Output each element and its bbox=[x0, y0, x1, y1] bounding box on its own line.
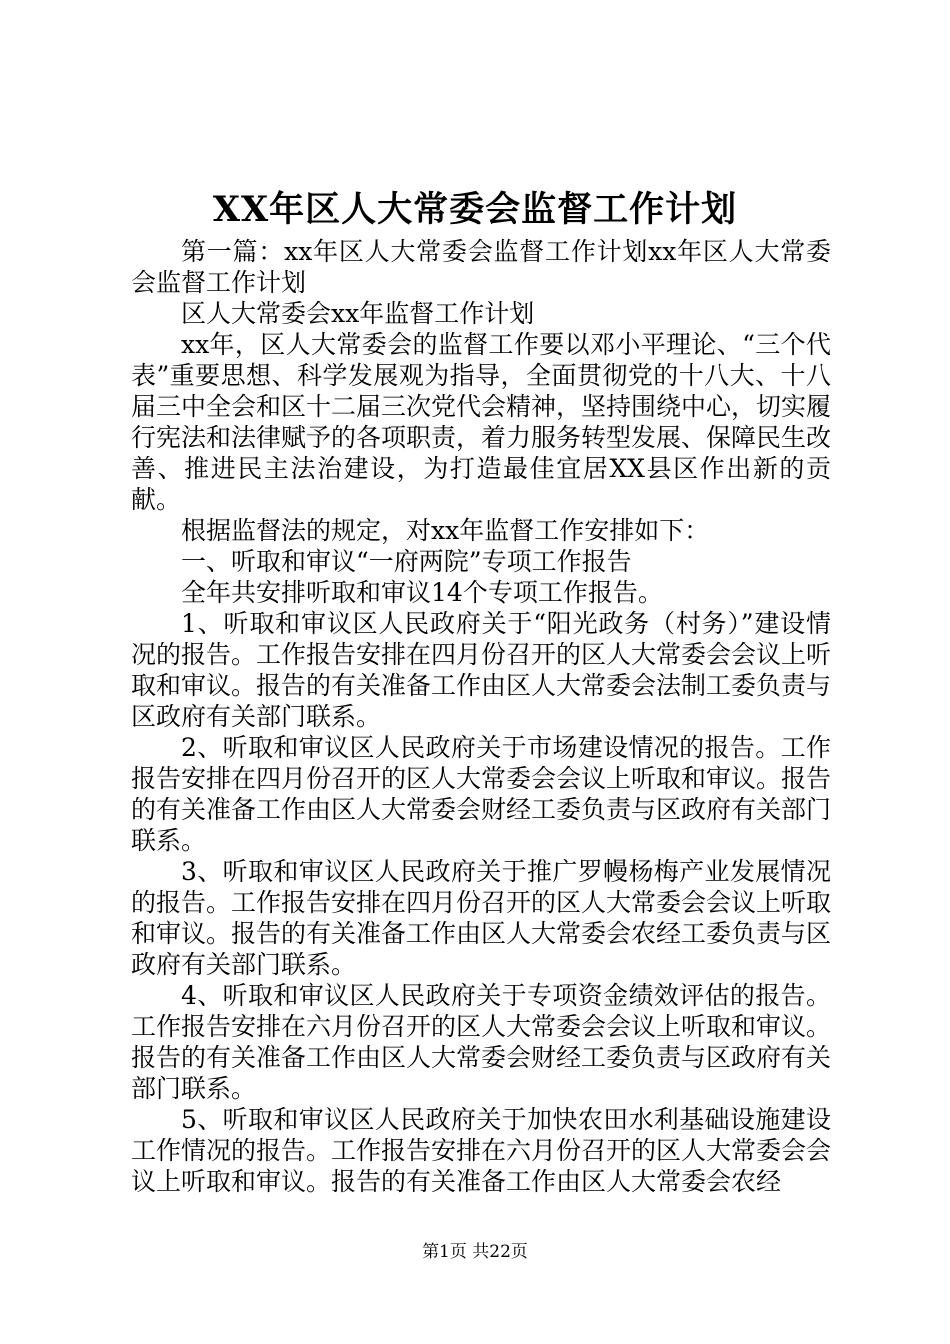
section-heading-special-reports: 一、听取和审议“一府两院”专项工作报告 bbox=[181, 547, 632, 576]
page-footer: 第1页 共22页 bbox=[422, 1242, 528, 1262]
paragraph-arrangement-intro: 根据监督法的规定，对xx年监督工作安排如下： bbox=[181, 516, 710, 545]
paragraph-guiding-principles: xx年，区人大常委会的监督工作要以邓小平理论、“三个代表”重要思想、科学发展观为指导，全面贯彻党的十八大、十八届三中全会和区十二届三次党代会精神，坚持围绕中心，切实履行宪法和法律赋予的各项职责，着力服务转型发展、保障民生改善、推进民主法治建设，为打造最佳宜居XX县区作出新的贡献。 bbox=[131, 330, 832, 514]
list-item-report-3: 3、听取和审议区人民政府关于推广罗幔杨梅产业发展情况的报告。工作报告安排在四月份召开的区人大常委会会议上听取和审议。报告的有关准备工作由区人大常委会农经工委负责与区政府有关部门联系。 bbox=[131, 857, 832, 979]
paragraph-chapter-heading: 第一篇：xx年区人大常委会监督工作计划xx年区人大常委会监督工作计划 bbox=[131, 237, 831, 297]
paragraph-report-count: 全年共安排听取和审议14个专项工作报告。 bbox=[181, 578, 663, 607]
paragraph-plan-subtitle: 区人大常委会xx年监督工作计划 bbox=[181, 299, 535, 328]
list-item-report-2: 2、听取和审议区人民政府关于市场建设情况的报告。工作报告安排在四月份召开的区人大常委会会议上听取和审议。报告的有关准备工作由区人大常委会财经工委负责与区政府有关部门联系。 bbox=[131, 733, 832, 855]
list-item-report-5: 5、听取和审议区人民政府关于加快农田水利基础设施建设工作情况的报告。工作报告安排在六月份召开的区人大常委会会议上听取和审议。报告的有关准备工作由区人大常委会农经 bbox=[131, 1105, 832, 1196]
document-body bbox=[131, 236, 831, 1197]
list-item-report-4: 4、听取和审议区人民政府关于专项资金绩效评估的报告。工作报告安排在六月份召开的区人大常委会会议上听取和审议。报告的有关准备工作由区人大常委会财经工委负责与区政府有关部门联系。 bbox=[131, 981, 832, 1103]
document-title: XX年区人大常委会监督工作计划 bbox=[212, 189, 738, 230]
list-item-report-1: 1、听取和审议区人民政府关于“阳光政务（村务）”建设情况的报告。工作报告安排在四月份召开的区人大常委会会议上听取和审议。报告的有关准备工作由区人大常委会法制工委负责与区政府有关部门联系。 bbox=[131, 609, 832, 731]
